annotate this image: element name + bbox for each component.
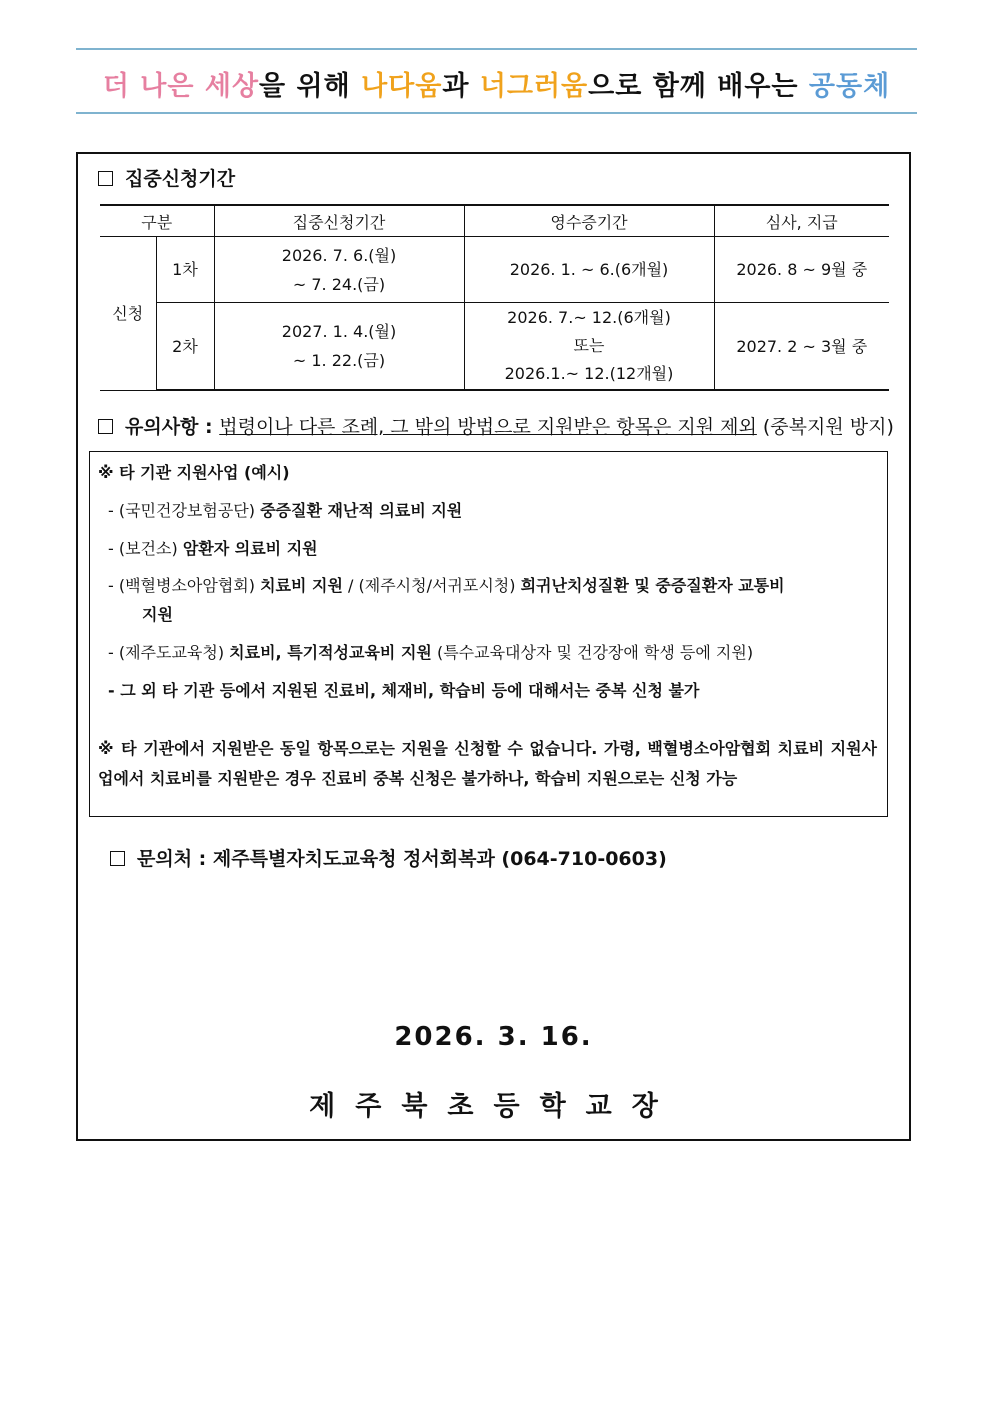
item-agency: - (국민건강보험공단) [108,501,261,520]
item-support: 지원 [142,605,173,624]
square-bullet-icon [98,419,113,434]
round-cell: 2차 [156,303,214,391]
payment-cell: 2026. 8 ~ 9월 중 [714,237,889,303]
section-heading-schedule [98,164,235,191]
item-support: 그 외 타 기관 등에서 지원된 진료비, 체재비, 학습비 등에 대해서는 중복 신청 불가 [120,681,700,700]
period-cell [214,303,464,391]
list-item-continuation [142,602,173,625]
column-header: 심사, 지급 [714,205,889,237]
group-cell: 신청 [100,237,156,391]
contact-text: 문의처 : 제주특별자치도교육청 정서회복과 (064-710-0603) [137,848,667,870]
list-item [108,498,877,521]
slogan-part: 나다움 [361,71,443,102]
signer-name: 제주북초등학교장 [309,1091,678,1122]
slogan-part: 을 위해 [259,71,362,102]
receipt-line: 2026. 7.~ 12.(6개월) [507,308,671,327]
examples-box [89,451,888,817]
table-row [100,303,889,391]
item-support: 암환자 의료비 지원 [182,539,318,558]
square-bullet-icon [110,851,125,866]
column-header: 구분 [100,205,214,237]
slogan-part: 으로 함께 배우는 [588,71,809,102]
notice-label: 유의사항 : [125,416,220,438]
examples-title [98,460,877,483]
item-agency: - (백혈병소아암협회) [108,576,261,595]
slogan-part: 과 [442,71,480,102]
notice-line [98,412,894,439]
slogan-banner [76,48,917,114]
item-support: 치료비 지원 [260,576,343,595]
list-item [108,640,877,663]
list-item [108,678,877,701]
period-line: ~ 7. 24.(금) [292,274,386,294]
examples-title-text: ※ 타 기관 지원사업 (예시) [98,463,290,482]
period-cell [214,237,464,303]
item-support: 치료비, 특기적성교육비 지원 [229,643,432,662]
slogan-part: 공동체 [808,71,891,102]
period-line: 2026. 7. 6.(월) [281,245,397,265]
receipt-line: 또는 [573,336,605,355]
square-bullet-icon [98,171,113,186]
payment-cell: 2027. 2 ~ 3월 중 [714,303,889,391]
round-cell: 1차 [156,237,214,303]
item-agency: (제주시청/서귀포시청) [358,576,521,595]
column-header: 영수증기간 [464,205,714,237]
item-separator: / [342,576,359,595]
slogan-text [76,64,917,103]
notice-underlined: 법령이나 다른 조례, 그 밖의 방법으로 지원받은 항목은 지원 제외 [219,416,757,438]
item-agency: - (제주도교육청) [108,643,230,662]
item-extra: (특수교육대상자 및 건강장애 학생 등에 지원) [431,643,754,662]
receipt-cell: 2026. 1. ~ 6.(6개월) [464,237,714,303]
schedule-table [100,204,889,391]
item-support: 중증질환 재난적 의료비 지원 [260,501,463,520]
receipt-cell [464,303,714,391]
column-header: 집중신청기간 [214,205,464,237]
list-item [108,536,877,559]
table-row [100,237,889,303]
item-support: 희귀난치성질환 및 중증질환자 교통비 [520,576,785,595]
section-title: 집중신청기간 [125,168,236,190]
notice-frame [76,152,911,1141]
notice-tail: (중복지원 방지) [756,416,894,438]
receipt-line: 2026.1.~ 12.(12개월) [504,364,674,383]
period-line: 2027. 1. 4.(월) [281,322,397,341]
item-agency: - [108,681,121,700]
slogan-part: 너그러움 [479,71,589,102]
period-line: ~ 1. 22.(금) [292,351,386,370]
examples-note: ※ 타 기관에서 지원받은 동일 항목으로는 지원을 신청할 수 없습니다. 가령, 백혈병소아암협회 치료비 지원사업에서 치료비를 지원받은 경우 진료비 중복 신청은 불가하나, 학습비 지원으로는 신청 가능 [98,739,877,788]
item-agency: - (보건소) [108,539,183,558]
table-header-row [100,205,889,237]
issue-date: 2026. 3. 16. [394,1022,593,1052]
contact-line [110,844,667,871]
list-item [108,573,877,596]
slogan-part: 더 나은 세상 [102,71,260,102]
